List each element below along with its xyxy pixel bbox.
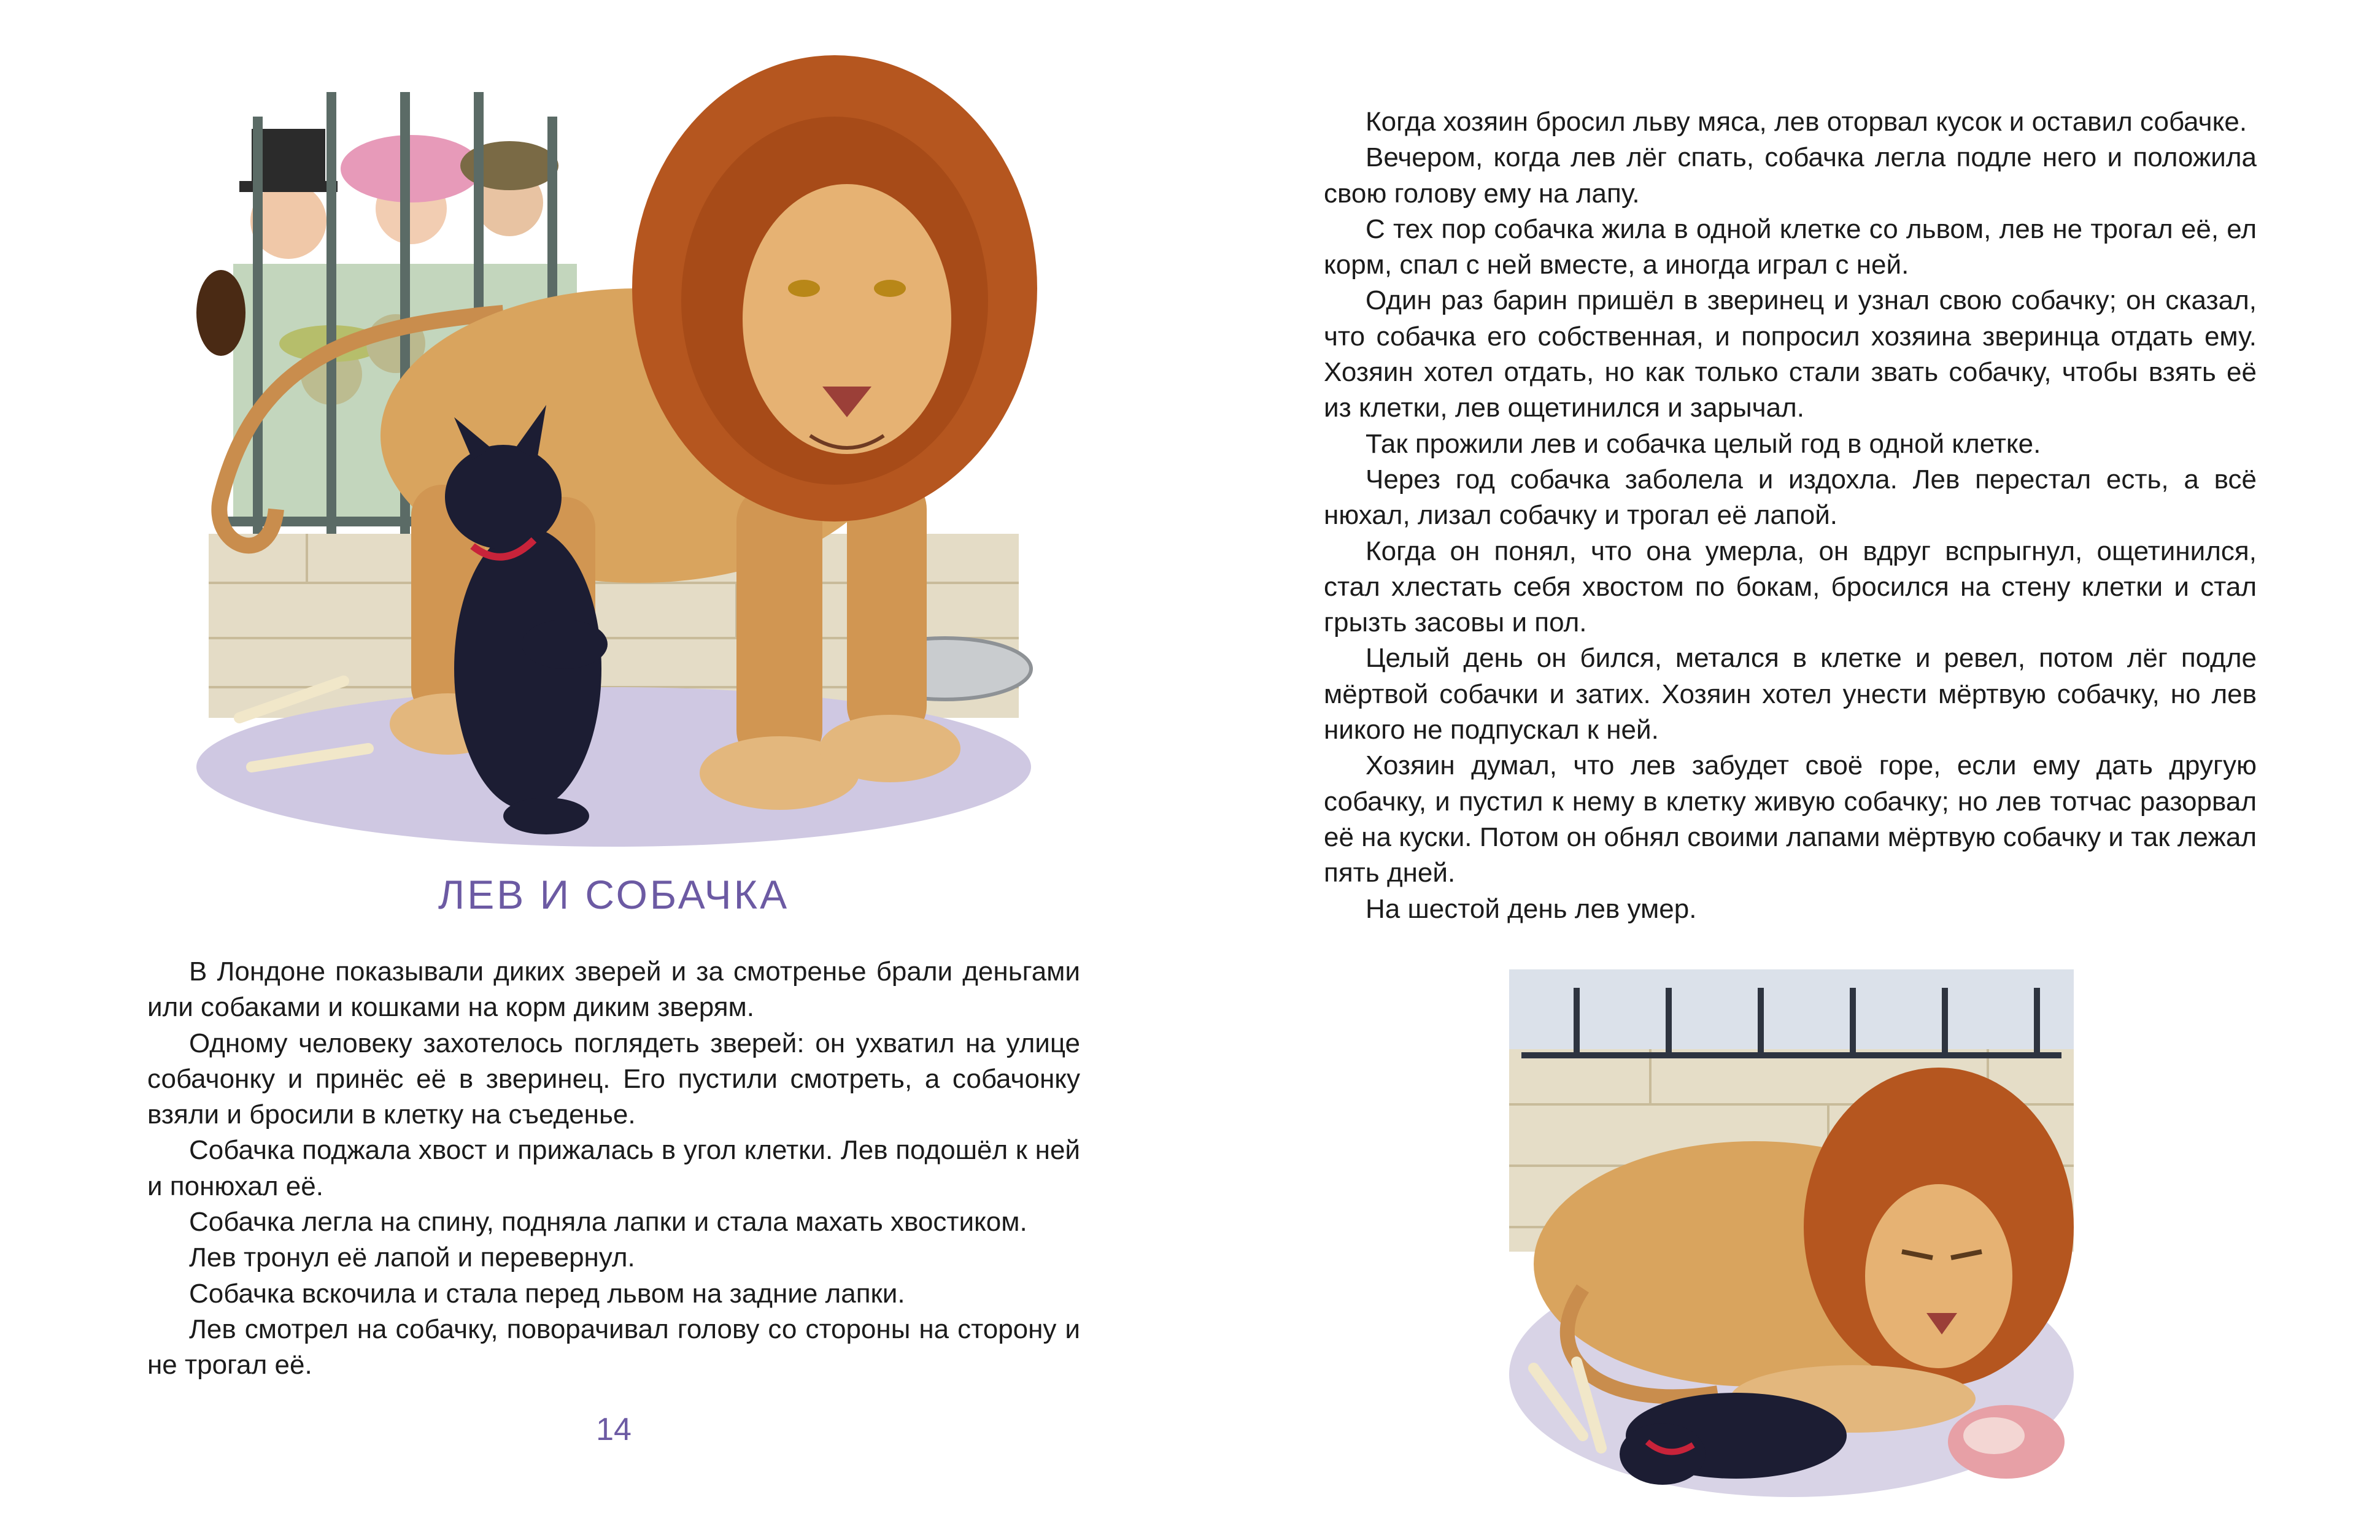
- paragraph: Когда хозяин бросил льву мяса, лев оторвал кусок и оставил собачке.: [1366, 107, 2247, 137]
- paragraph: В Лондоне показывали диких зверей и за смотренье брали деньгами или собаками и кошками на корм диким зверям.: [147, 957, 1080, 1023]
- paragraph: Когда он понял, что она умерла, он вдруг вспрыгнул, ощетинился, стал хлестать себя хвостом по бокам, бросился на стену клетки и стал грызть засовы и пол.: [1324, 536, 2257, 638]
- paragraph: Лев тронул её лапой и перевернул.: [189, 1242, 635, 1273]
- paragraph: Через год собачка заболела и издохла. Лев перестал есть, а всё нюхал, лизал собачку и трогал её лапой.: [1324, 464, 2257, 531]
- left-story-text: [147, 954, 1080, 1384]
- paragraph: Одному человеку захотелось поглядеть зверей: он ухватил на улице собачонку и принёс её в зверинец. Его пустили смотреть, а собачонку взяли и бросили в клетку на съеденье.: [147, 1028, 1080, 1130]
- lion-face: [1865, 1184, 2012, 1368]
- paragraph: Лев смотрел на собачку, поворачивал голову со стороны на сторону и не трогал её.: [147, 1314, 1080, 1380]
- lion-eye-right: [874, 280, 906, 297]
- lion-eye-left: [788, 280, 820, 297]
- right-page: [1190, 0, 2380, 1540]
- story-title: ЛЕВ И СОБАЧКА: [438, 872, 790, 917]
- paragraph: С тех пор собачка жила в одной клетке со львом, лев не трогал её, ел корм, спал с ней вместе, а иногда играл с ней.: [1324, 214, 2257, 280]
- paragraph: Собачка вскочила и стала перед львом на задние лапки.: [189, 1278, 905, 1309]
- paragraph: Собачка поджала хвост и прижалась в угол клетки. Лев подошёл к ней и понюхал её.: [147, 1135, 1080, 1201]
- page-number: 14: [596, 1412, 632, 1447]
- paragraph: Хозяин думал, что лев забудет своё горе, если ему дать другую собачку, и пустил к нему в клетку живую собачку; но лев тотчас разорвал её на куски. Потом он обнял своими лапами мёртвую собачку и так лежал пять дней.: [1324, 750, 2257, 888]
- mourning-lion-illustration: [1509, 969, 2074, 1509]
- paragraph: Собачка легла на спину, подняла лапки и стала махать хвостиком.: [189, 1207, 1027, 1238]
- paragraph: Один раз барин пришёл в зверинец и узнал свою собачку; он сказал, что собачка его собственная, и попросил хозяина зверинца отдать ему. Хозяин хотел отдать, но как только стали звать собачку, чтобы взять её из клетки, лев ощетинился и зарычал.: [1324, 285, 2257, 423]
- lion-and-dog-illustration: [184, 55, 1043, 853]
- paragraph: Так прожили лев и собачка целый год в одной клетке.: [1366, 428, 2041, 459]
- paragraph: Целый день он бился, метался в клетке и ревел, потом лёг подле мёртвой собачки и затих. Хозяин хотел унести мёртвую собачку, но лев никого не подпускал к ней.: [1324, 643, 2257, 745]
- paragraph: На шестой день лев умер.: [1366, 893, 1697, 924]
- right-story-text: [1324, 104, 2257, 927]
- paragraph: Вечером, когда лев лёг спать, собачка легла подле него и положила свою голову ему на лапу.: [1324, 142, 2257, 209]
